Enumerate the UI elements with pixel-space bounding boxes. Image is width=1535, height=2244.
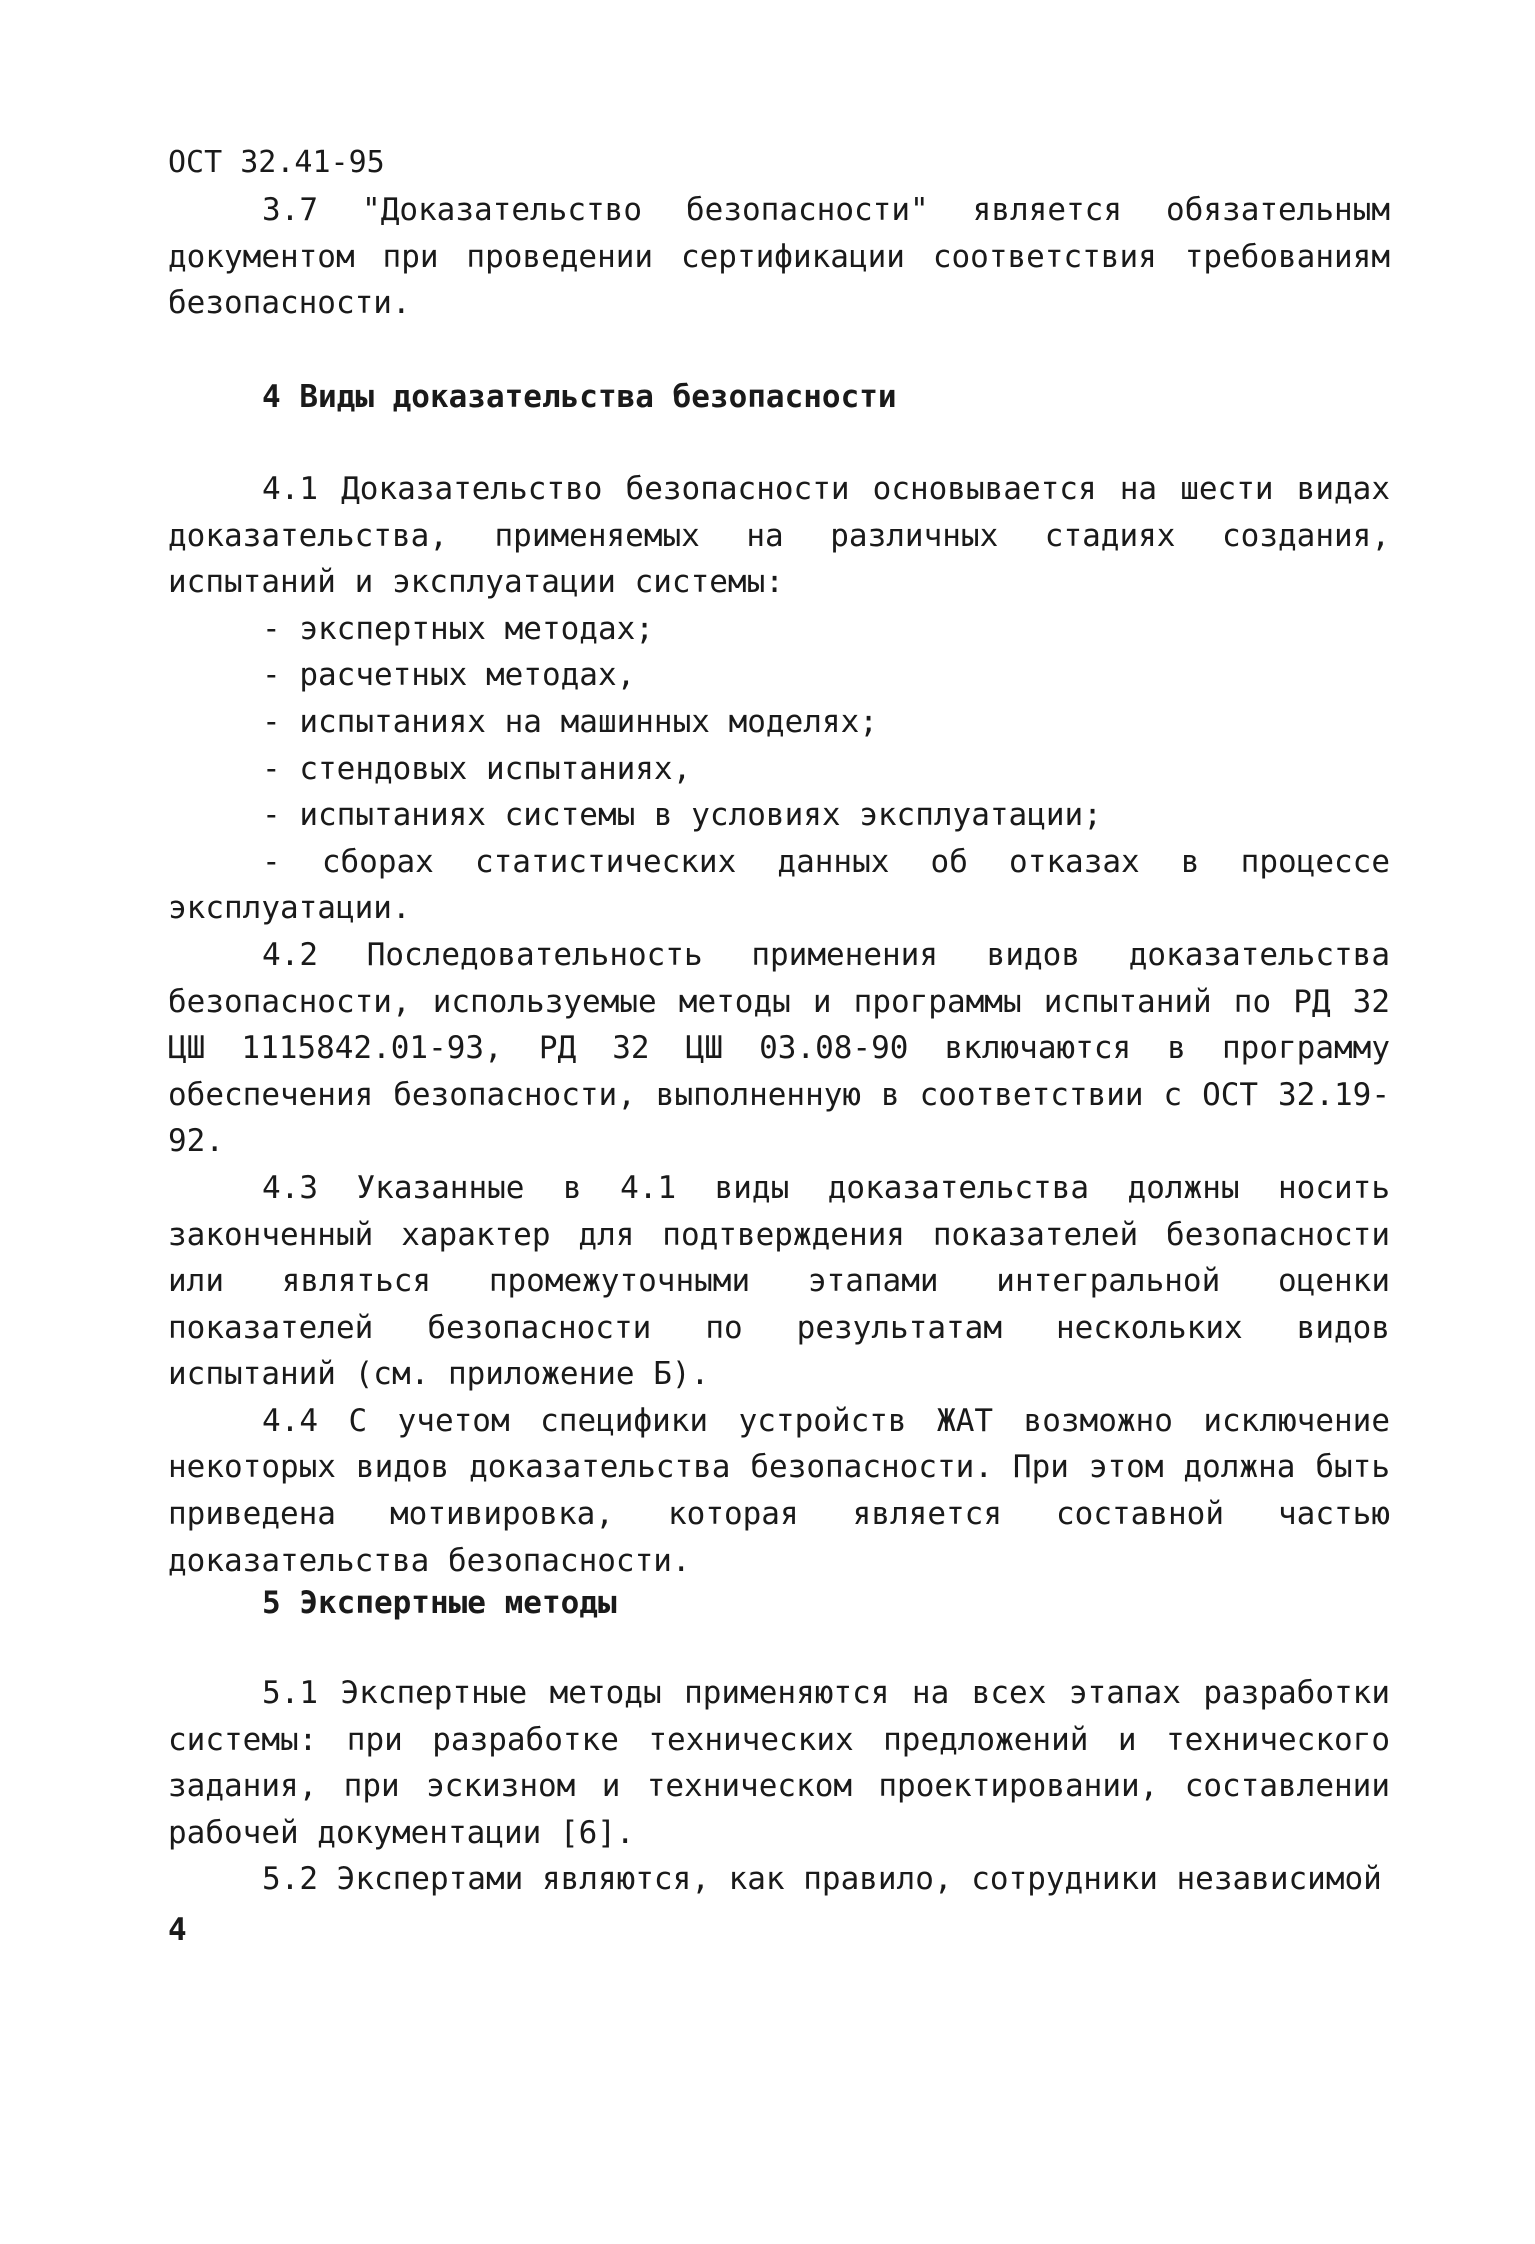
list-item: - испытаниях системы в условиях эксплуатации;: [262, 797, 1102, 834]
list-item: - экспертных методах;: [262, 610, 654, 647]
section-5-heading: 5 Экспертные методы: [262, 1585, 617, 1621]
paragraph-3-7: 3.7 "Доказательство безопасности" является обязательным документом при проведении сертификации соответствия требованиям безопасности.: [168, 192, 1390, 322]
list-item: - сборах статистических данных об отказах в процессе эксплуатации.: [168, 843, 1390, 927]
paragraph-4-4: 4.4 С учетом специфики устройств ЖАТ возможно исключение некоторых видов доказательства безопасности. При этом должна быть приведена мотивировка, которая является составной частью доказательства безопасности.: [168, 1402, 1390, 1579]
paragraph-5-1: 5.1 Экспертные методы применяются на всех этапах разработки системы: при разработке технических предложений и технического задания, при эскизном и техническом проектировании, составлении рабочей документации [6].: [168, 1675, 1390, 1851]
list-item: - испытаниях на машинных моделях;: [262, 703, 878, 740]
section-5-text: [168, 1670, 1390, 1903]
document-code: ОСТ 32.41-95: [168, 145, 385, 180]
list-item: - расчетных методах,: [262, 657, 636, 694]
evidence-types-list: [168, 606, 1390, 932]
paragraph-4-3: 4.3 Указанные в 4.1 виды доказательства должны носить законченный характер для подтверждения показателей безопасности или являться промежуточными этапами интегральной оценки показателей безопасности по результатам нескольких видов испытаний (см. приложение Б).: [168, 1169, 1390, 1393]
paragraph-4-2: 4.2 Последовательность применения видов доказательства безопасности, используемые методы и программы испытаний по РД 32 ЦШ 1115842.01-93, РД 32 ЦШ 03.08-90 включаются в программу обеспечения безопасности, выполненную в соответствии с ОСТ 32.19-92.: [168, 936, 1390, 1160]
paragraph-5-2: 5.2 Экспертами являются, как правило, сотрудники независимой: [262, 1861, 1382, 1898]
page-number: 4: [168, 1912, 187, 1948]
list-item: - стендовых испытаниях,: [262, 750, 692, 787]
section-4-heading: 4 Виды доказательства безопасности: [262, 379, 897, 415]
section-3-text: [168, 187, 1390, 327]
paragraph-4-1: 4.1 Доказательство безопасности основывается на шести видах доказательства, применяемых на различных стадиях создания, испытаний и эксплуатации системы:: [168, 471, 1390, 601]
section-4-text: [168, 466, 1390, 1584]
